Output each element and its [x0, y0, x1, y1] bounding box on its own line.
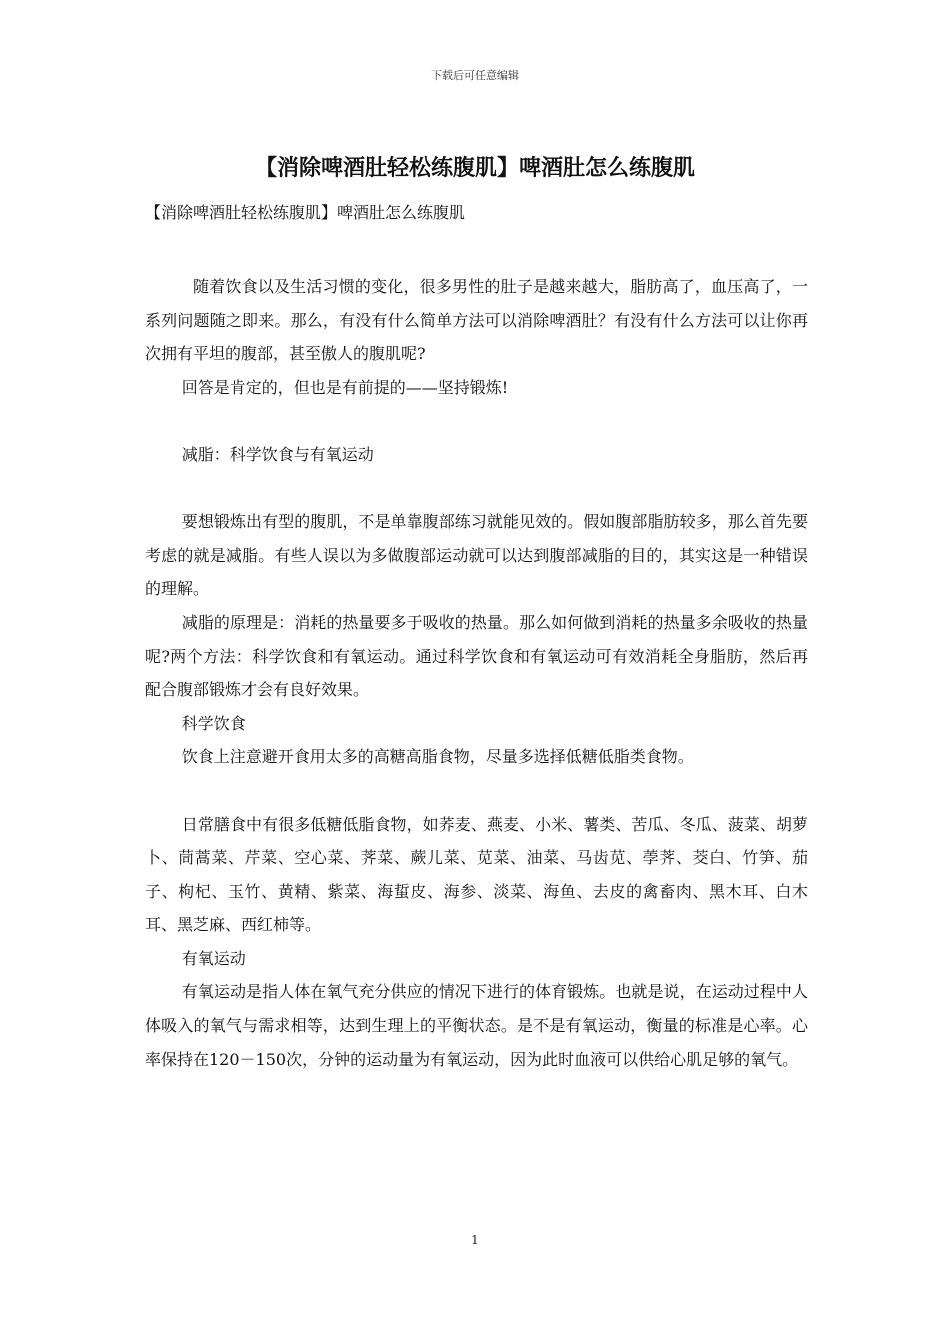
paragraph-aerobic-1: 有氧运动是指人体在氧气充分供应的情况下进行的体育锻炼。也就是说，在运动过程中人体吸入的氧气与需求相等，达到生理上的平衡状态。是不是有氧运动，衡量的标准是心率。心率保持在120－150次，分钟的运动量为有氧运动，因为此时血液可以供给心肌足够的氧气。 [145, 982, 808, 1069]
section-heading-fat-loss: 减脂：科学饮食与有氧运动 [181, 444, 374, 464]
spacer [145, 774, 808, 808]
paragraph-diet-1: 饮食上注意避开食用太多的高糖高脂食物，尽量多选择低糖低脂类食物。 [181, 747, 694, 767]
spacer [145, 404, 808, 438]
paragraph-fat-loss-1: 要想锻炼出有型的腹肌，不是单靠腹部练习就能见效的。假如腹部脂肪较多，那么首先要考虑的就是减脂。有些人误以为多做腹部运动就可以达到腹部减脂的目的，其实这是一种错误的理解。 [145, 512, 808, 599]
subtitle: 【消除啤酒肚轻松练腹肌】啤酒肚怎么练腹肌 [145, 203, 466, 222]
paragraph-intro: 随着饮食以及生活习惯的变化，很多男性的肚子是越来越大，脂肪高了，血压高了，一系列问题随之即来。那么，有没有什么简单方法可以消除啤酒肚？有没有什么方法可以让你再次拥有平坦的腹部，甚至傲人的腹肌呢? [145, 277, 808, 364]
paragraph-diet-2: 日常膳食中有很多低糖低脂食物，如荞麦、燕麦、小米、薯类、苦瓜、冬瓜、菠菜、胡萝卜、茼蒿菜、芹菜、空心菜、荠菜、蕨儿菜、苋菜、油菜、马齿苋、荸荠、茭白、竹笋、茄子、枸杞、玉竹、黄精、紫菜、海蜇皮、海参、淡菜、海鱼、去皮的禽畜肉、黑木耳、白木耳、黑芝麻、西红柿等。 [145, 814, 808, 935]
document-body [145, 270, 808, 1076]
spacer [145, 472, 808, 506]
page-number: 1 [471, 1233, 479, 1247]
header-note: 下载后可任意编辑 [431, 69, 519, 82]
page-title: 【消除啤酒肚轻松练腹肌】啤酒肚怎么练腹肌 [254, 156, 695, 181]
paragraph-answer: 回答是肯定的，但也是有前提的——坚持锻炼! [181, 377, 509, 397]
paragraph-fat-loss-2: 减脂的原理是：消耗的热量要多于吸收的热量。那么如何做到消耗的热量多余吸收的热量呢?两个方法：科学饮食和有氧运动。通过科学饮食和有氧运动可有效消耗全身脂肪，然后再配合腹部锻炼才会有良好效果。 [145, 612, 808, 700]
section-heading-diet: 科学饮食 [181, 713, 246, 733]
section-heading-aerobic: 有氧运动 [181, 948, 246, 968]
